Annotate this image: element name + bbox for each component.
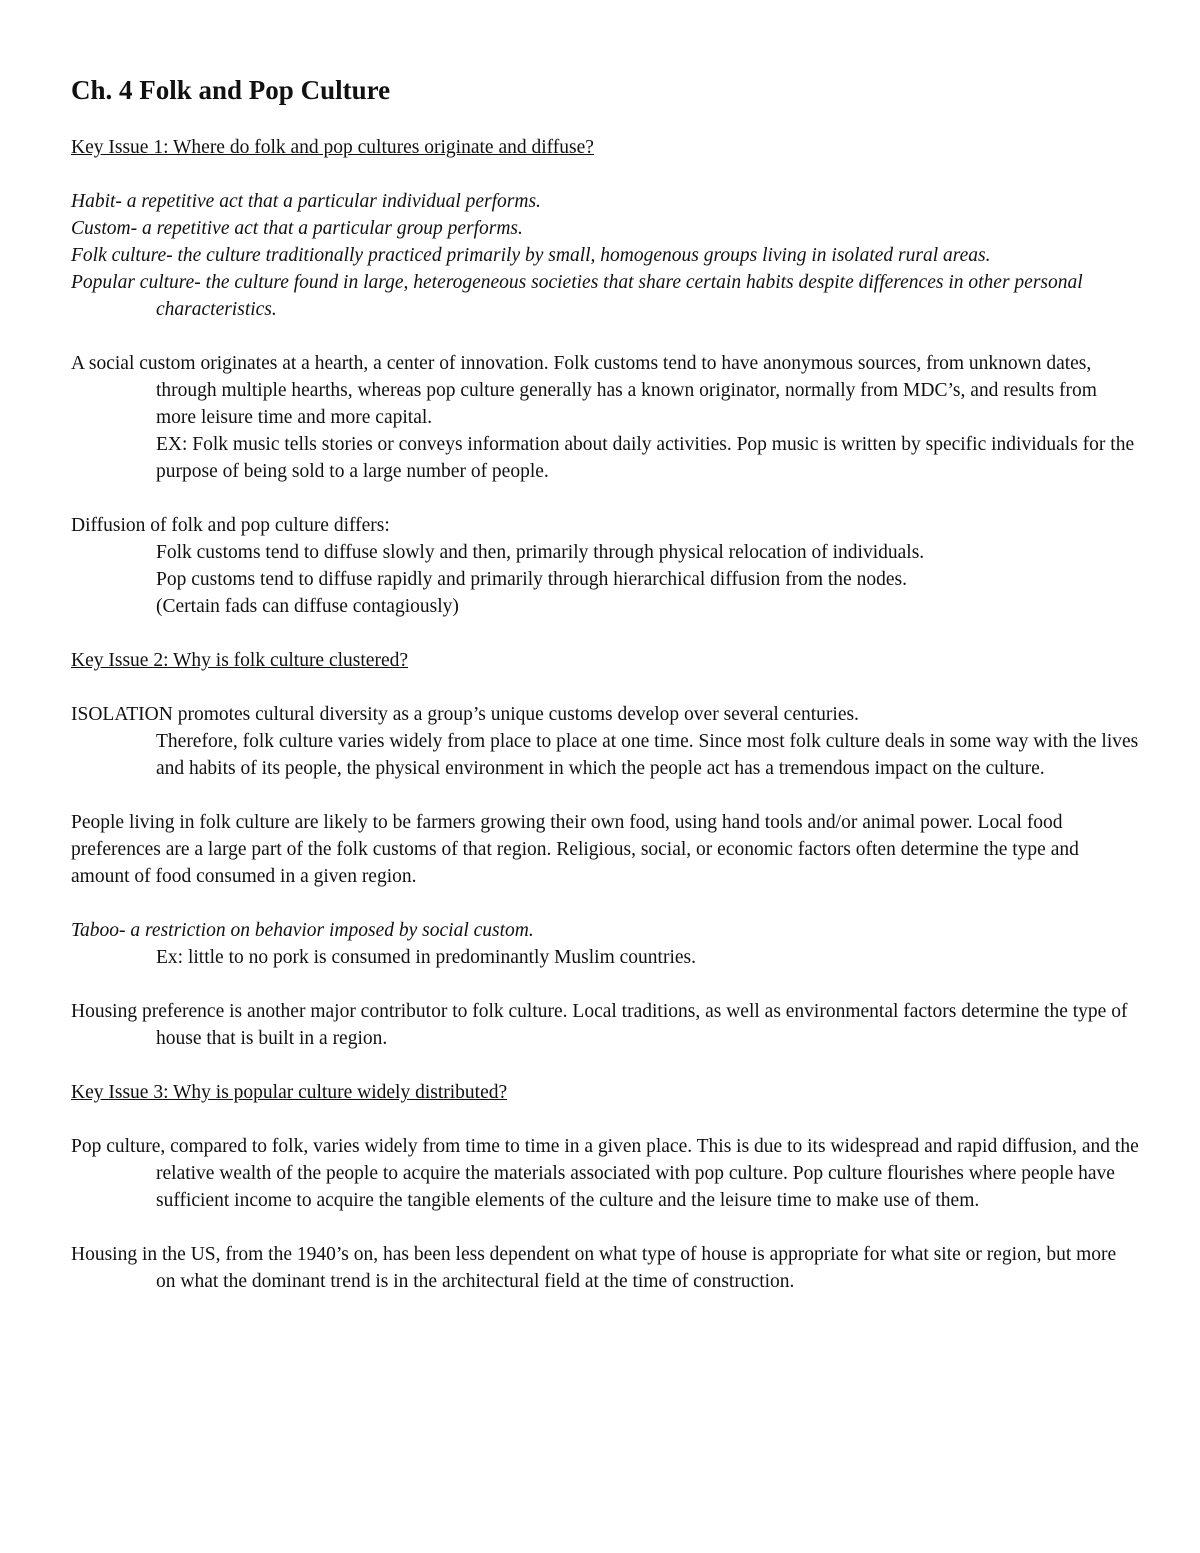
definition-habit: Habit- a repetitive act that a particular individual performs. [71,191,541,212]
definitions-list [71,188,1139,323]
hearth-example: EX: Folk music tells stories or conveys information about daily activities. Pop music is written by specific individuals for the purpose of being sold to a large number of people. [156,434,1135,482]
isolation-continuation: Therefore, folk culture varies widely from place to place at one time. Since most folk culture deals in some way with the lives and habits of its people, the physical environment in which the people act has a tremendous impact on the culture. [156,731,1139,779]
housing-preference-paragraph: Housing preference is another major contributor to folk culture. Local traditions, as well as environmental factors determine the type of house that is built in a region. [71,1001,1128,1049]
isolation-paragraph [71,701,1139,782]
isolation-text: ISOLATION promotes cultural diversity as a group’s unique customs develop over several centuries. [71,704,859,725]
hearth-paragraph [71,350,1139,485]
taboo-example: Ex: little to no pork is consumed in predominantly Muslim countries. [156,947,696,968]
definition-popular-culture: Popular culture- the culture found in large, heterogeneous societies that share certain habits despite differences in other personal characteristics. [71,272,1083,320]
diffusion-folk-line: Folk customs tend to diffuse slowly and then, primarily through physical relocation of individuals. [156,542,925,563]
definition-folk-culture: Folk culture- the culture traditionally practiced primarily by small, homogenous groups living in isolated rural areas. [71,245,991,266]
taboo-paragraph [71,917,1139,971]
diffusion-paragraph [71,512,1139,620]
farmers-paragraph: People living in folk culture are likely to be farmers growing their own food, using hand tools and/or animal power. Local food preferences are a large part of the folk customs of that region. Religious, social, or economic factors often determine the type and amount of food consumed in a given region. [71,812,1079,887]
diffusion-intro: Diffusion of folk and pop culture differs: [71,515,390,536]
key-issue-3-heading: Key Issue 3: Why is popular culture widely distributed? [71,1082,508,1103]
definition-custom: Custom- a repetitive act that a particular group performs. [71,218,523,239]
pop-culture-paragraph: Pop culture, compared to folk, varies widely from time to time in a given place. This is due to its widespread and rapid diffusion, and the relative wealth of the people to acquire the materials associated with pop culture. Pop culture flourishes where people have sufficient income to acquire the tangible elements of the culture and the leisure time to make use of them. [71,1136,1139,1211]
housing-us-paragraph: Housing in the US, from the 1940’s on, has been less dependent on what type of house is appropriate for what site or region, but more on what the dominant trend is in the architectural field at the time of construction. [71,1244,1117,1292]
key-issue-2-heading: Key Issue 2: Why is folk culture clustered? [71,650,409,671]
hearth-text: A social custom originates at a hearth, a center of innovation. Folk customs tend to have anonymous sources, from unknown dates, through multiple hearths, whereas pop culture generally has a known originator, normally from MDC’s, and results from more leisure time and more capital. [71,353,1097,428]
definition-taboo: Taboo- a restriction on behavior imposed by social custom. [71,920,534,941]
key-issue-1-heading: Key Issue 1: Where do folk and pop cultures originate and diffuse? [71,137,594,158]
document-page [71,72,1139,1322]
diffusion-fads-line: (Certain fads can diffuse contagiously) [156,596,459,617]
diffusion-pop-line: Pop customs tend to diffuse rapidly and primarily through hierarchical diffusion from the nodes. [156,569,907,590]
document-title: Ch. 4 Folk and Pop Culture [71,75,391,105]
